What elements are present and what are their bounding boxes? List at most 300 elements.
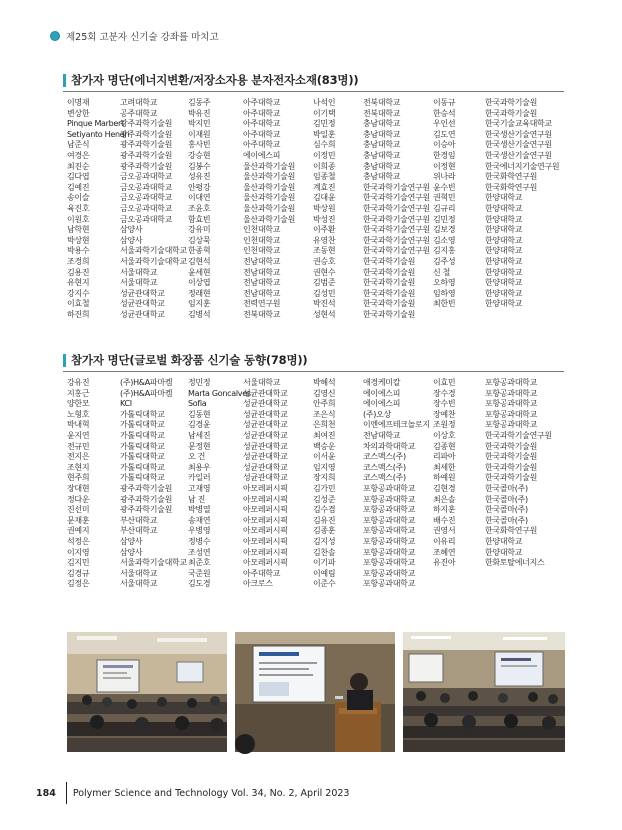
participant-name: 국준원 (188, 568, 211, 578)
participant-affiliation: 광주과학기술원 (120, 150, 172, 160)
participant-name: 장수빈 (433, 399, 456, 409)
table-row (67, 505, 567, 516)
participant-name: 우병영 (188, 526, 211, 536)
participant-affiliation: 아주대학교 (243, 119, 281, 129)
participant-affiliation: 울산과학기술원 (243, 203, 295, 213)
section2-title (63, 351, 308, 369)
participant-affiliation: 포항공과대학교 (485, 378, 537, 387)
participant-affiliation: 한국과학기술원 (363, 267, 415, 277)
table-row (67, 225, 567, 236)
table-row (67, 278, 567, 289)
participant-affiliation: 한국과학기술연구원 (363, 235, 430, 245)
participant-name: 장수경 (433, 388, 456, 398)
participant-name: 현주희 (67, 473, 90, 483)
participant-name: 김예진 (67, 182, 90, 192)
participant-affiliation: 성균관대학교 (243, 452, 288, 462)
participant-affiliation: 아주대학교 (243, 108, 281, 118)
participant-name: 김종훈 (313, 526, 336, 536)
participant-affiliation: 서울과학기술대학교 (120, 558, 187, 568)
section1-title (63, 71, 358, 89)
table-row (67, 484, 567, 495)
table-row (67, 548, 567, 559)
participant-name: 성유진 (188, 172, 211, 182)
participant-affiliation: 한양대학교 (485, 267, 523, 277)
table-row (67, 473, 567, 484)
participant-name: 송이슬 (67, 193, 90, 203)
participant-name: 윤수빈 (433, 182, 456, 192)
participant-affiliation: 금오공과대학교 (120, 172, 172, 182)
participant-affiliation: 광주과학기술원 (120, 505, 172, 515)
participant-affiliation: 한국과학기술원 (363, 278, 415, 288)
lecture-hall-photo (67, 632, 227, 752)
section1-rule (63, 91, 564, 92)
participant-affiliation: 한국콜마(주) (485, 515, 528, 525)
participant-name: 정래현 (188, 288, 211, 298)
participant-affiliation: 포항공과대학교 (363, 515, 415, 525)
participant-name: 이주환 (313, 225, 336, 235)
table-row (67, 236, 567, 247)
table-row (67, 151, 567, 162)
participant-affiliation: 한국화학연구원 (485, 172, 537, 182)
participant-affiliation: 성균관대학교 (120, 309, 165, 319)
participant-name: 이기파 (313, 558, 336, 568)
participant-name: 조현지 (67, 462, 90, 472)
participant-name: 장지희 (313, 473, 336, 483)
participant-affiliation: 전북대학교 (363, 98, 401, 107)
page-number: 184 (36, 787, 56, 799)
participant-affiliation: 울산과학기술원 (243, 193, 295, 203)
participant-affiliation: 가톨릭대학교 (120, 462, 165, 472)
participant-affiliation: 아모레퍼시픽 (243, 515, 288, 525)
participant-name: 박용수 (67, 246, 90, 256)
table-row (67, 410, 567, 421)
section2-rule (63, 371, 564, 372)
participant-affiliation: 한국생산기술연구원 (485, 150, 552, 160)
section1-table (67, 98, 567, 320)
participant-affiliation: 고려대학교 (120, 98, 158, 107)
participant-affiliation: 한국생산기술연구원 (485, 140, 552, 150)
table-row (67, 299, 567, 310)
participant-name: 김주성 (433, 256, 456, 266)
participant-affiliation: 인천대학교 (243, 246, 281, 256)
participant-affiliation: 한국과학기술원 (363, 256, 415, 266)
participant-affiliation: 금오공과대학교 (120, 182, 172, 192)
participant-affiliation: 아주대학교 (243, 140, 281, 150)
participant-name: 양한모 (67, 399, 90, 409)
participant-name: 김현석 (188, 256, 211, 266)
participant-name: 육진호 (67, 203, 90, 213)
participant-affiliation: 아주대학교 (243, 98, 281, 107)
participant-name: 박병열 (188, 505, 211, 515)
participant-affiliation: 금오공과대학교 (120, 193, 172, 203)
participant-affiliation: 한국과학기술연구원 (363, 246, 430, 256)
participant-affiliation: 한양대학교 (485, 299, 523, 309)
participant-affiliation: 충남대학교 (363, 172, 401, 182)
participant-name: 김성준 (313, 494, 336, 504)
participant-affiliation: 한국화학연구원 (485, 182, 537, 192)
participant-name: 오하영 (433, 278, 456, 288)
participant-affiliation: 한국콜마(주) (485, 505, 528, 515)
participant-name: Sofia (188, 399, 207, 409)
participant-name: 김봉수 (188, 161, 211, 171)
participant-name: 박진석 (313, 299, 336, 309)
participant-name: 김찬솔 (313, 547, 336, 557)
participant-affiliation: 전남대학교 (243, 267, 281, 277)
participant-name: 문재훈 (67, 515, 90, 525)
participant-name: 김지민 (67, 558, 90, 568)
table-row (67, 130, 567, 141)
participant-name: 하예원 (433, 473, 456, 483)
participant-affiliation: 가톨릭대학교 (120, 473, 165, 483)
participant-affiliation: 차의과학대학교 (363, 441, 415, 451)
participant-name: 김범준 (313, 278, 336, 288)
participant-affiliation: 포항공과대학교 (363, 505, 415, 515)
participant-affiliation: 한국과학기술연구원 (363, 182, 430, 192)
participant-affiliation: 전북대학교 (363, 108, 401, 118)
participant-affiliation: 한국과학기술원 (485, 452, 537, 462)
participant-affiliation: 가톨릭대학교 (120, 420, 165, 430)
table-row (67, 431, 567, 442)
participant-name: 이원호 (67, 214, 90, 224)
participant-affiliation: 부산대학교 (120, 526, 158, 536)
participant-name: 조동현 (313, 246, 336, 256)
participant-affiliation: 코스맥스(주) (363, 473, 406, 483)
participant-affiliation: 울산과학기술원 (243, 172, 295, 182)
participant-affiliation: KCI (120, 399, 132, 409)
participant-name: 유현지 (67, 278, 90, 288)
participant-affiliation: 한양대학교 (485, 203, 523, 213)
participant-affiliation: 충남대학교 (363, 150, 401, 160)
participant-affiliation: 삼양사 (120, 536, 143, 546)
participant-affiliation: 인천대학교 (243, 225, 281, 235)
page-footer (36, 786, 349, 800)
running-header (50, 29, 219, 43)
participant-name: 문정현 (188, 441, 211, 451)
participant-name: Pinque Marbert (67, 119, 124, 129)
participant-affiliation: (주)오상 (363, 409, 391, 419)
participant-name: 이서윤 (313, 452, 336, 462)
participant-name: 김상묵 (188, 235, 211, 245)
table-row (67, 268, 567, 279)
participant-name: 조원정 (433, 420, 456, 430)
section-bar-icon (63, 354, 66, 367)
participant-affiliation: 성균관대학교 (120, 299, 165, 309)
participant-name: 김경규 (67, 568, 90, 578)
participant-affiliation: 서울대학교 (120, 579, 158, 589)
participant-affiliation: 한국기술교육대학교 (485, 119, 552, 129)
participant-affiliation: 아모레퍼시픽 (243, 505, 288, 515)
participant-affiliation: 한국에너지기술연구원 (485, 161, 560, 171)
participant-affiliation: 가톨릭대학교 (120, 430, 165, 440)
table-row (67, 183, 567, 194)
participant-affiliation: 한양대학교 (485, 256, 523, 266)
participant-affiliation: 한양대학교 (485, 288, 523, 298)
table-row (67, 389, 567, 400)
participant-affiliation: 한양대학교 (485, 547, 523, 557)
participant-name: 김도연 (433, 129, 456, 139)
section2-title-text: 참가자 명단(글로벌 화장품 신기술 동향(78명)) (71, 353, 308, 367)
participant-affiliation: 한국과학기술원 (363, 288, 415, 298)
participant-affiliation: 한양대학교 (485, 193, 523, 203)
table-row (67, 452, 567, 463)
participant-name: 권예지 (67, 526, 90, 536)
table-row (67, 537, 567, 548)
participant-name: 정다운 (67, 494, 90, 504)
participant-affiliation: 삼양사 (120, 547, 143, 557)
participant-name: 최준호 (188, 558, 211, 568)
section1-title-text: 참가자 명단(에너지변환/저장소자용 분자전자소재(83명)) (71, 73, 359, 87)
participant-name: 권영서 (433, 526, 456, 536)
participant-affiliation: 포항공과대학교 (363, 568, 415, 578)
participant-affiliation: 한양대학교 (485, 536, 523, 546)
participant-name: 김동주 (188, 98, 211, 107)
participant-affiliation: 광주과학기술원 (120, 140, 172, 150)
participant-name: 김정은 (67, 579, 90, 589)
participant-affiliation: 금오공과대학교 (120, 203, 172, 213)
participant-affiliation: 가톨릭대학교 (120, 409, 165, 419)
participant-name: 최용우 (188, 462, 211, 472)
participant-affiliation: 충남대학교 (363, 129, 401, 139)
participant-affiliation: 울산과학기술원 (243, 214, 295, 224)
participant-name: 권승호 (313, 256, 336, 266)
participant-affiliation: 광주과학기술원 (120, 119, 172, 129)
participant-name: 유영찬 (313, 235, 336, 245)
participant-affiliation: 에이에스피 (363, 388, 401, 398)
participant-affiliation: 공주대학교 (120, 108, 158, 118)
participant-name: 김소영 (433, 235, 456, 245)
participant-name: 지홍근 (67, 388, 90, 398)
participant-name: 이기택 (313, 108, 336, 118)
participant-name: 노형호 (67, 409, 90, 419)
participant-affiliation: 울산과학기술원 (243, 182, 295, 192)
participant-name: 남 진 (188, 494, 206, 504)
participant-affiliation: 가톨릭대학교 (120, 452, 165, 462)
table-row (67, 526, 567, 537)
participant-affiliation: 가톨릭대학교 (120, 441, 165, 451)
participant-affiliation: 포항공과대학교 (363, 558, 415, 568)
participant-name: 김대윤 (313, 193, 336, 203)
participant-name: 임지훈 (188, 299, 211, 309)
participant-affiliation: 울산과학기술원 (243, 161, 295, 171)
participant-name: 최세한 (433, 462, 456, 472)
participant-name: 박내혁 (67, 420, 90, 430)
participant-affiliation: 한국생산기술연구원 (485, 129, 552, 139)
participant-name: 백승운 (313, 441, 336, 451)
participant-name: 정병수 (188, 536, 211, 546)
participant-name: 고재영 (188, 483, 211, 493)
participant-affiliation: 아모레퍼시픽 (243, 536, 288, 546)
participant-affiliation: 광주과학기술원 (120, 161, 172, 171)
photo-strip (67, 632, 565, 752)
participant-name: 이준수 (313, 579, 336, 589)
participant-name: 오 건 (188, 452, 206, 462)
table-row (67, 257, 567, 268)
participant-affiliation: 성균관대학교 (243, 462, 288, 472)
participant-affiliation: 삼양사 (120, 225, 143, 235)
participant-affiliation: 성균관대학교 (243, 473, 288, 483)
participant-name: 김유진 (313, 515, 336, 525)
participant-name: 나석인 (313, 98, 336, 107)
participant-affiliation: 한국과학기술원 (363, 309, 415, 319)
participant-affiliation: 서울대학교 (243, 378, 281, 387)
header-bullet-icon (50, 31, 60, 41)
participant-affiliation: 한국화학연구원 (485, 526, 537, 536)
participant-name: 박혜석 (313, 378, 336, 387)
participant-affiliation: 서울과학기술대학교 (120, 246, 187, 256)
participant-name: 남세진 (188, 430, 211, 440)
participant-name: 윤지연 (67, 430, 90, 440)
participant-name: 권현수 (313, 267, 336, 277)
participant-affiliation: 성균관대학교 (243, 388, 288, 398)
participant-affiliation: 아모레퍼시픽 (243, 547, 288, 557)
participant-name: 이지영 (67, 547, 90, 557)
participant-name: 안평강 (188, 182, 211, 192)
participant-name: 이정현 (433, 161, 456, 171)
participant-name: 이유리 (433, 536, 456, 546)
participant-affiliation: 한국과학기술연구원 (363, 193, 430, 203)
table-row (67, 310, 567, 321)
participant-name: 성현석 (313, 309, 336, 319)
participant-name: 이동규 (433, 98, 456, 107)
participant-name: 임지영 (313, 462, 336, 472)
participant-name: 이정민 (313, 150, 336, 160)
participant-affiliation: 아모레퍼시픽 (243, 483, 288, 493)
participant-affiliation: (주)H&A파마켐 (120, 388, 173, 398)
table-row (67, 109, 567, 120)
participant-name: 김가민 (313, 483, 336, 493)
participant-affiliation: 성균관대학교 (243, 441, 288, 451)
participant-name: 김병석 (188, 309, 211, 319)
participant-name: 김성민 (313, 288, 336, 298)
participant-name: 함효빈 (188, 214, 211, 224)
participant-affiliation: 성균관대학교 (243, 409, 288, 419)
participant-name: 김보경 (433, 225, 456, 235)
participant-name: 송재연 (188, 515, 211, 525)
participant-affiliation: 한국과학기술연구원 (363, 203, 430, 213)
participant-name: 은희천 (313, 420, 336, 430)
participant-affiliation: 포항공과대학교 (363, 536, 415, 546)
participant-name: 이명재 (67, 98, 90, 107)
participant-name: 한승석 (433, 108, 456, 118)
participant-affiliation: (주)H&A파마켐 (120, 378, 173, 387)
table-row (67, 569, 567, 580)
participant-affiliation: 한국과학기술원 (485, 98, 537, 107)
participant-affiliation: 한양대학교 (485, 246, 523, 256)
participant-name: 남학현 (67, 225, 90, 235)
participant-name: 조윤호 (188, 203, 211, 213)
journal-citation: Polymer Science and Technology Vol. 34, No. 2, April 2023 (72, 787, 350, 799)
table-row (67, 140, 567, 151)
participant-affiliation: 성균관대학교 (243, 430, 288, 440)
participant-affiliation: 한화토탈에너지스 (485, 558, 545, 568)
participant-affiliation: 한국과학기술원 (485, 473, 537, 483)
participant-affiliation: 포항공과대학교 (363, 526, 415, 536)
participant-name: 김용진 (67, 267, 90, 277)
participant-name: 이승아 (433, 140, 456, 150)
participant-affiliation: 인천대학교 (243, 235, 281, 245)
participant-name: 위나라 (433, 172, 456, 182)
participant-affiliation: 한국과학기술원 (485, 108, 537, 118)
table-row (67, 193, 567, 204)
participant-affiliation: 한양대학교 (485, 214, 523, 224)
participant-name: 이희종 (313, 161, 336, 171)
participant-name: 홍사빈 (188, 140, 211, 150)
participant-name: 이상호 (433, 430, 456, 440)
participant-affiliation: 한국과학기술연구원 (485, 430, 552, 440)
table-row (67, 204, 567, 215)
participant-affiliation: 아모레퍼시픽 (243, 558, 288, 568)
participant-name: 우인선 (433, 119, 456, 129)
participant-name: 이예림 (313, 568, 336, 578)
table-row (67, 558, 567, 569)
participant-affiliation: 성균관대학교 (243, 399, 288, 409)
participant-affiliation: 광주과학기술원 (120, 483, 172, 493)
participant-name: 강지수 (67, 288, 90, 298)
participant-name: 박일훈 (313, 129, 336, 139)
participant-name: 진선미 (67, 505, 90, 515)
audience-photo (403, 632, 565, 752)
participant-name: 임종철 (313, 172, 336, 182)
participant-affiliation: 성균관대학교 (243, 420, 288, 430)
table-row (67, 162, 567, 173)
participant-name: 심수희 (313, 140, 336, 150)
participant-name: 김다엽 (67, 172, 90, 182)
participant-affiliation: 포항공과대학교 (363, 483, 415, 493)
participant-name: 조성연 (188, 547, 211, 557)
participant-name: 조은식 (313, 409, 336, 419)
participant-affiliation: 한국콜마(주) (485, 483, 528, 493)
participant-name: 강승현 (188, 150, 211, 160)
participant-name: 박상현 (67, 235, 90, 245)
participant-affiliation: 포항공과대학교 (485, 388, 537, 398)
participant-name: 정민정 (188, 378, 211, 387)
participant-name: 여경은 (67, 150, 90, 160)
table-row (67, 579, 567, 590)
participant-name: Setiyanto Hendri (67, 129, 130, 139)
participant-name: 계효진 (313, 182, 336, 192)
participant-affiliation: 코스맥스(주) (363, 462, 406, 472)
speaker-photo (235, 632, 395, 752)
participant-name: 김영신 (313, 388, 336, 398)
participant-affiliation: 충남대학교 (363, 119, 401, 129)
participant-affiliation: 전남대학교 (243, 256, 281, 266)
participant-name: 김종현 (433, 441, 456, 451)
participant-affiliation: 코스맥스(주) (363, 452, 406, 462)
table-row (67, 98, 567, 109)
participant-name: 강유진 (67, 378, 90, 387)
participant-name: 최여진 (313, 430, 336, 440)
participant-name: 장예찬 (433, 409, 456, 419)
participant-name: 한종혁 (188, 246, 211, 256)
participant-name: Marta Goncalves (188, 388, 251, 398)
participant-affiliation: 한국과학기술원 (485, 441, 537, 451)
participant-name: 박상원 (313, 203, 336, 213)
table-row (67, 289, 567, 300)
table-row (67, 442, 567, 453)
participant-name: 전지은 (67, 452, 90, 462)
participant-affiliation: 금오공과대학교 (120, 214, 172, 224)
participant-affiliation: 포항공과대학교 (485, 420, 537, 430)
participant-name: 조혜연 (433, 547, 456, 557)
footer-divider (66, 782, 67, 804)
participant-name: 강유미 (188, 225, 211, 235)
participant-name: 권혁민 (433, 193, 456, 203)
participant-name: 김동현 (188, 409, 211, 419)
participant-affiliation: 한국콜마(주) (485, 494, 528, 504)
participant-affiliation: 아모레퍼시픽 (243, 494, 288, 504)
participant-affiliation: 포항공과대학교 (485, 409, 537, 419)
participant-affiliation: 부산대학교 (120, 515, 158, 525)
